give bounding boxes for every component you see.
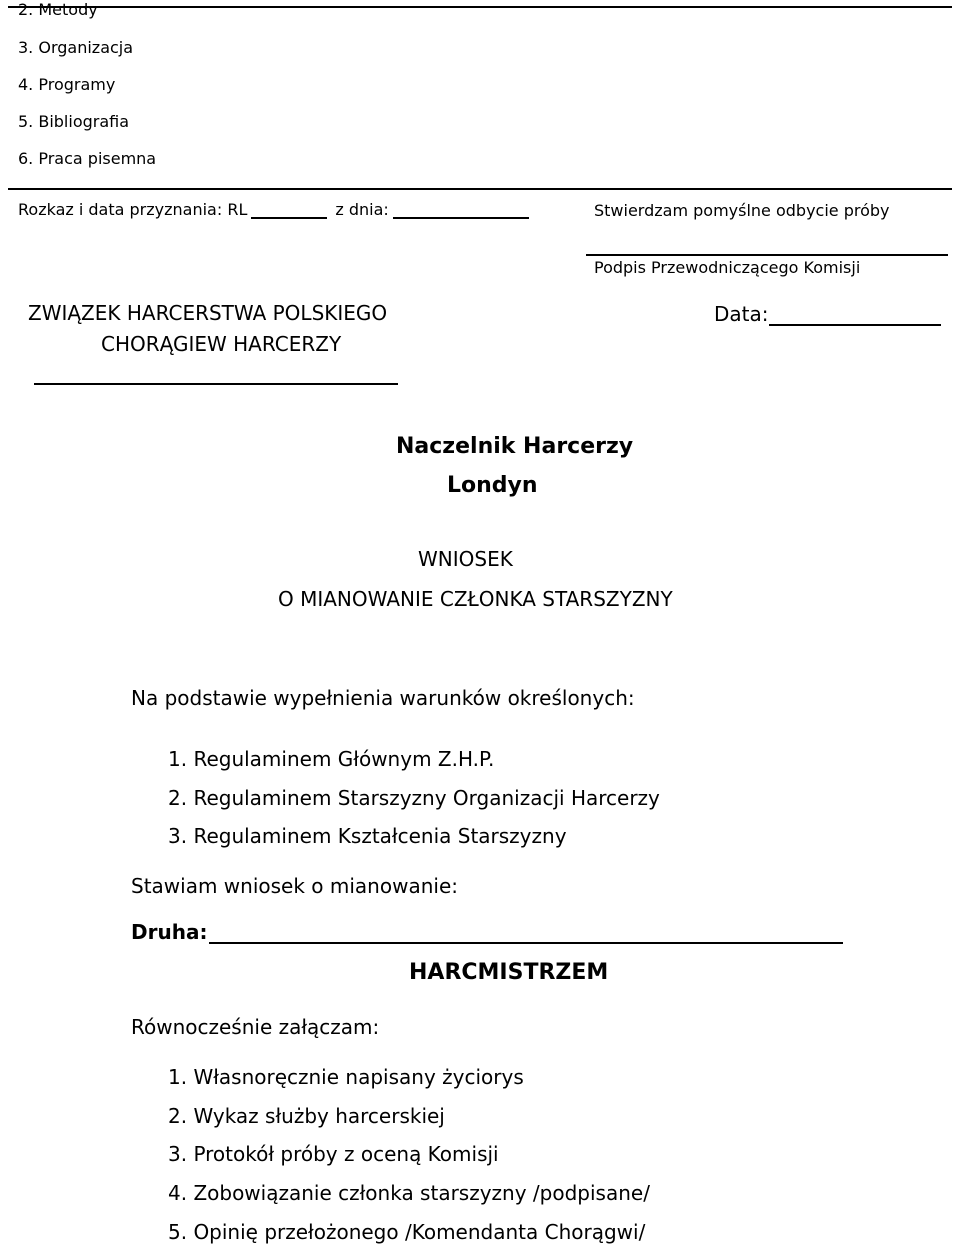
date-blank[interactable]: [769, 324, 941, 326]
date-field: [714, 302, 941, 326]
addressee-line2: Londyn: [447, 473, 538, 498]
org-line1: ZWIĄZEK HARCERSTWA POLSKIEGO: [28, 301, 388, 325]
order-date-label: z dnia:: [335, 200, 389, 219]
basis-item: 1. Regulaminem Głównym Z.H.P.: [168, 747, 495, 771]
top-list-item: 5. Bibliografia: [18, 112, 130, 131]
title-line1: WNIOSEK: [418, 547, 513, 571]
top-rule: [8, 6, 952, 8]
druha-blank[interactable]: [209, 942, 843, 944]
attachment-item: 4. Zobowiązanie członka starszyzny /podpisane/: [168, 1181, 650, 1205]
attachment-item: 3. Protokół próby z oceną Komisji: [168, 1142, 499, 1166]
attachment-item: 5. Opinię przełożonego /Komendanta Chorągwi/: [168, 1220, 646, 1244]
date-label: Data:: [714, 302, 769, 326]
attachment-item: 1. Własnoręcznie napisany życiorys: [168, 1065, 524, 1089]
signature-line[interactable]: [586, 254, 948, 256]
order-prefix: Rozkaz i data przyznania: RL: [18, 200, 248, 219]
attachments-intro: Równocześnie załączam:: [131, 1015, 380, 1039]
confirm-text: Stwierdzam pomyślne odbycie próby: [594, 201, 890, 220]
section-separator: [8, 188, 952, 190]
druha-field: [131, 920, 843, 944]
basis-intro: Na podstawie wypełnienia warunków określonych:: [131, 686, 635, 710]
top-list-item: 2. Metody: [18, 0, 98, 19]
order-line: [18, 200, 529, 219]
druha-label: Druha:: [131, 920, 208, 944]
top-list-item: 6. Praca pisemna: [18, 149, 157, 168]
org-line2: CHORĄGIEW HARCERZY: [101, 332, 342, 356]
addressee-line1: Naczelnik Harcerzy: [396, 434, 634, 459]
attachment-item: 2. Wykaz służby harcerskiej: [168, 1104, 445, 1128]
rank-title: HARCMISTRZEM: [409, 960, 609, 985]
org-blank-line[interactable]: [34, 383, 398, 385]
order-rl-blank[interactable]: [251, 217, 327, 219]
request-intro: Stawiam wniosek o mianowanie:: [131, 874, 458, 898]
basis-item: 3. Regulaminem Kształcenia Starszyzny: [168, 824, 567, 848]
order-date-blank[interactable]: [393, 217, 529, 219]
title-line2: O MIANOWANIE CZŁONKA STARSZYZNY: [278, 587, 673, 611]
top-list-item: 4. Programy: [18, 75, 116, 94]
basis-item: 2. Regulaminem Starszyzny Organizacji Harcerzy: [168, 786, 660, 810]
top-list-item: 3. Organizacja: [18, 38, 134, 57]
signature-label: Podpis Przewodniczącego Komisji: [594, 258, 861, 277]
